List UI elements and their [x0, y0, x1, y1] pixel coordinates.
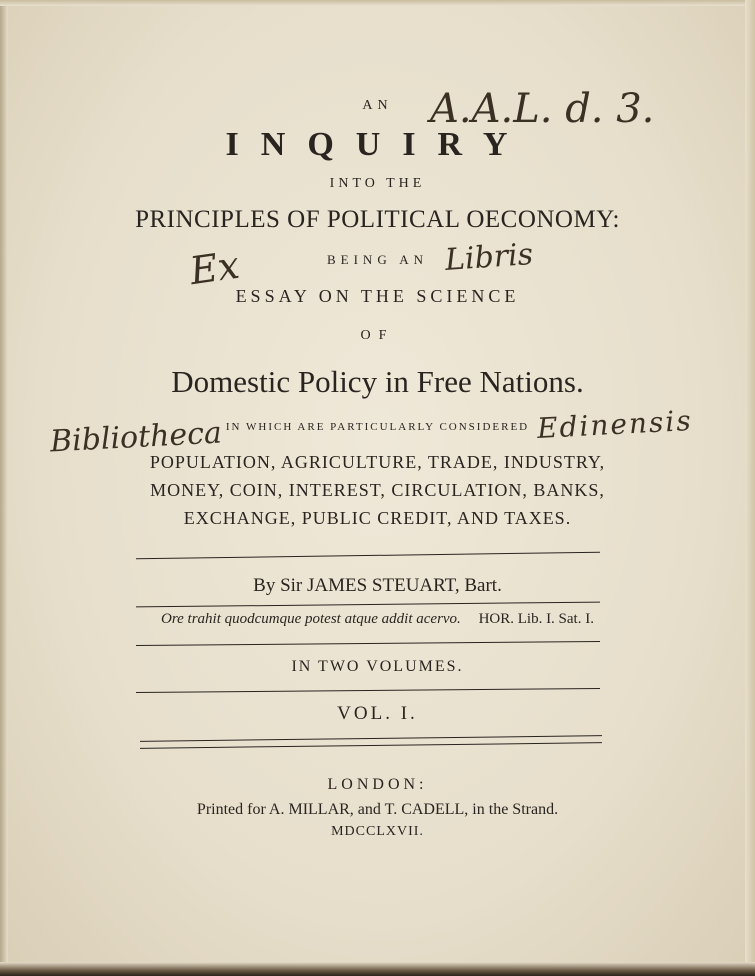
- imprint-city: LONDON:: [327, 776, 428, 793]
- imprint-printer: Printed for A. MILLAR, and T. CADELL, in the Strand.: [196, 801, 559, 818]
- epigraph: Ore trahit quodcumque potest atque addit acervo.: [161, 611, 461, 627]
- shelfmark-inscription: A.A.L. d. 3.: [430, 86, 655, 132]
- rule-6: [140, 742, 602, 749]
- topics-line-3: EXCHANGE, PUBLIC CREDIT, AND TAXES.: [183, 508, 572, 528]
- page-edge-top: [0, 0, 755, 6]
- vol-line: VOL. I.: [337, 703, 418, 724]
- topics-line-1: POPULATION, AGRICULTURE, TRADE, INDUSTRY,: [149, 452, 606, 472]
- rule-4: [136, 688, 600, 693]
- rule-3: [136, 641, 600, 646]
- libris-inscription: Libris: [443, 236, 535, 279]
- ex-inscription: Ex: [187, 242, 242, 294]
- bibliotheca-inscription: Bibliotheca: [49, 415, 223, 460]
- topics-line-2: MONEY, COIN, INTEREST, CIRCULATION, BANKS,: [150, 480, 605, 500]
- heading-principles: PRINCIPLES OF POLITICAL OECONOMY:: [135, 206, 620, 233]
- edinensis-inscription: Edinensis: [536, 403, 694, 446]
- page-edge-bottom: [0, 962, 755, 976]
- heading-into-the: INTO THE: [329, 176, 426, 191]
- heading-of: OF: [360, 328, 395, 343]
- heading-essay: ESSAY ON THE SCIENCE: [235, 286, 520, 306]
- epigraph-line: [0, 611, 755, 628]
- rule-1: [136, 552, 600, 559]
- imprint-year: MDCCLXVII.: [331, 824, 424, 839]
- heading-being-an: BEING AN: [326, 252, 429, 267]
- subheading-in-which: IN WHICH ARE PARTICULARLY CONSIDERED: [225, 421, 530, 433]
- heading-an: AN: [362, 98, 393, 113]
- rule-5: [140, 735, 602, 742]
- volumes-line: IN TWO VOLUMES.: [291, 658, 464, 675]
- heading-domestic-policy: Domestic Policy in Free Nations.: [171, 364, 584, 399]
- rule-2: [136, 602, 600, 608]
- heading-inquiry: INQUIRY: [225, 126, 530, 163]
- author-line: By Sir JAMES STEUART, Bart.: [253, 575, 502, 596]
- epigraph-source: HOR. Lib. I. Sat. I.: [478, 611, 594, 627]
